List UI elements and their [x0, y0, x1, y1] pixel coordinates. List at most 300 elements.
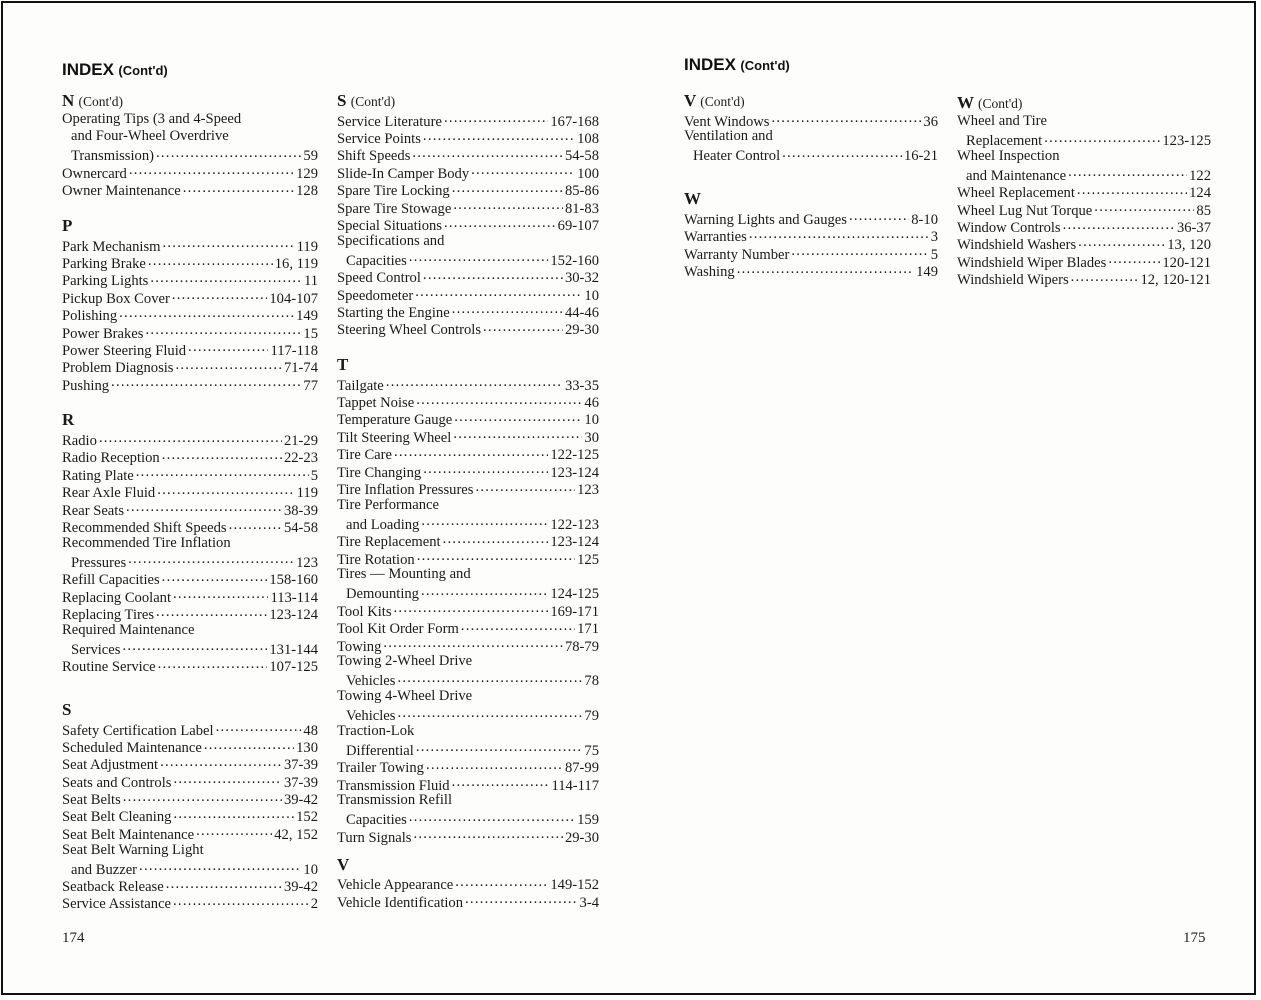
entry-row	[62, 859, 318, 876]
dot-leader	[423, 128, 575, 143]
entry-row	[62, 737, 318, 754]
section-header-w: W	[684, 189, 701, 209]
index-entry	[684, 111, 938, 128]
entry-row	[957, 200, 1211, 217]
dot-leader	[99, 430, 282, 445]
entry-page-ref: 16, 119	[274, 255, 318, 272]
entry-row	[337, 392, 599, 412]
index-entry	[337, 892, 599, 909]
index-entry	[337, 462, 599, 479]
dot-leader	[416, 740, 583, 755]
entry-page-ref: 71-74	[283, 360, 318, 377]
entry-label: Seats and Controls	[62, 774, 172, 791]
entry-row	[62, 253, 318, 270]
index-entry	[62, 500, 318, 517]
entry-label: Special Situations	[337, 217, 442, 234]
entry-page-ref: 33-35	[564, 377, 599, 394]
entry-label-line: Operating Tips (3 and 4-Speed	[62, 111, 242, 127]
entry-label: Replacing Coolant	[62, 589, 172, 606]
dot-leader	[126, 500, 282, 515]
index-list-p	[62, 236, 318, 393]
entry-label: Tailgate	[337, 377, 384, 394]
index-entry	[337, 445, 599, 462]
entry-label-line: Wheel and Tire	[957, 113, 1047, 129]
section-header-r: R	[62, 410, 75, 430]
index-entry	[62, 894, 318, 911]
index-entry	[684, 209, 938, 226]
dot-leader	[162, 448, 282, 463]
entry-row	[62, 824, 318, 841]
index-list-r	[62, 430, 318, 676]
entry-page-ref: 3	[930, 229, 938, 246]
entry-row	[62, 876, 318, 896]
dot-leader	[122, 639, 267, 654]
entry-page-ref: 117-118	[270, 342, 318, 359]
index-entry	[62, 876, 318, 896]
entry-label: Warning Lights and Gauges	[684, 211, 847, 228]
dot-leader	[749, 227, 929, 242]
dot-leader	[475, 479, 575, 494]
entry-label: Tool Kits	[337, 603, 392, 620]
entry-page-ref: 152-160	[550, 252, 599, 269]
index-entry	[62, 236, 318, 253]
dot-leader	[128, 552, 294, 567]
entry-row	[62, 587, 318, 604]
entry-row	[337, 706, 599, 723]
entry-page-ref: 16-21	[903, 148, 938, 165]
dot-leader	[417, 549, 575, 564]
entry-row	[684, 146, 938, 163]
dot-leader	[461, 619, 575, 634]
entry-page-ref: 38-39	[283, 502, 318, 519]
index-entry	[62, 163, 318, 180]
index-entry	[337, 198, 599, 215]
entry-label: Service Points	[337, 130, 421, 147]
entry-row	[62, 552, 318, 569]
dot-leader	[423, 462, 548, 477]
entry-label: Differential	[346, 742, 414, 759]
entry-page-ref: 10	[303, 861, 318, 878]
dot-leader	[409, 250, 549, 265]
entry-page-ref: 29-30	[564, 829, 599, 846]
dot-leader	[119, 306, 294, 321]
index-entry	[957, 200, 1211, 217]
dot-leader	[444, 111, 548, 126]
entry-label: Seat Belts	[62, 792, 121, 809]
index-list-s-cont	[337, 111, 599, 337]
entry-page-ref: 37-39	[283, 774, 318, 791]
index-list-s	[62, 720, 318, 911]
entry-label-line: Seat Belt Warning Light	[62, 841, 204, 858]
entry-page-ref: 124	[1189, 185, 1211, 202]
dot-leader	[471, 163, 575, 178]
entry-page-ref: 30-32	[564, 270, 599, 287]
entry-label: Radio Reception	[62, 450, 160, 467]
entry-label: Tilt Steering Wheel	[337, 429, 452, 446]
dot-leader	[123, 790, 282, 805]
entry-row	[62, 340, 318, 357]
entry-label: Temperature Gauge	[337, 412, 453, 429]
dot-leader	[196, 824, 272, 839]
entry-label: Seatback Release	[62, 879, 164, 896]
entry-label: Service Literature	[337, 113, 442, 130]
entry-row	[957, 165, 1211, 182]
entry-page-ref: 128	[296, 183, 318, 200]
index-title-main: INDEX	[62, 60, 114, 79]
entry-page-ref: 123	[296, 554, 318, 571]
entry-page-ref: 59	[303, 148, 318, 165]
dot-leader	[737, 261, 914, 276]
entry-row	[337, 268, 599, 285]
index-entry	[337, 549, 599, 566]
entry-label: Capacities	[346, 252, 407, 269]
dot-leader	[148, 253, 273, 268]
index-entry	[62, 824, 318, 841]
entry-page-ref: 30	[584, 429, 599, 446]
entry-label: Routine Service	[62, 659, 156, 676]
entry-label: Seat Adjustment	[62, 757, 159, 774]
index-entry	[337, 285, 599, 302]
entry-label: Radio	[62, 433, 97, 450]
index-entry	[684, 261, 938, 278]
entry-row	[62, 790, 318, 807]
dot-leader	[444, 215, 556, 230]
entry-label-line: Tires — Mounting and	[337, 566, 471, 583]
entry-page-ref: 152	[296, 809, 318, 826]
dot-leader	[129, 163, 294, 178]
entry-row	[337, 601, 599, 618]
entry-row	[684, 111, 938, 128]
entry-page-ref: 46	[584, 395, 599, 412]
index-entry	[62, 657, 318, 674]
entry-row	[62, 894, 318, 911]
index-entry	[337, 268, 599, 285]
entry-label: Slide-In Camper Body	[337, 165, 470, 182]
entry-label: Starting the Engine	[337, 304, 450, 321]
dot-leader	[421, 584, 548, 599]
entry-page-ref: 78	[584, 673, 599, 690]
entry-page-ref: 122	[1189, 167, 1211, 184]
entry-row	[62, 306, 318, 323]
index-entry	[62, 807, 318, 824]
entry-row	[337, 163, 599, 180]
dot-leader	[452, 775, 550, 790]
entry-label: Heater Control	[693, 148, 781, 165]
index-entry	[62, 181, 318, 198]
entry-label: Replacing Tires	[62, 606, 155, 623]
entry-label-line: Tire Performance	[337, 496, 439, 513]
dot-leader	[412, 146, 563, 161]
entry-label: Power Brakes	[62, 325, 144, 342]
dot-leader	[1094, 200, 1194, 215]
dot-leader	[156, 604, 267, 619]
entry-page-ref: 36-37	[1176, 219, 1211, 236]
entry-row	[337, 427, 599, 444]
index-entry	[62, 587, 318, 604]
dot-leader	[849, 209, 909, 224]
entry-label-line: Wheel Inspection	[957, 147, 1060, 164]
entry-page-ref: 123-124	[550, 534, 599, 551]
section-header-n: N (Cont'd)	[62, 91, 123, 110]
entry-page-ref: 122-123	[550, 516, 599, 533]
entry-page-ref: 44-46	[564, 304, 599, 321]
index-entry	[62, 517, 318, 537]
entry-page-ref: 48	[303, 722, 318, 739]
dot-leader	[136, 465, 309, 480]
dot-leader	[426, 758, 563, 773]
section-header-s: S	[62, 699, 72, 719]
entry-page-ref: 13, 120	[1167, 237, 1211, 254]
dot-leader	[443, 532, 549, 547]
entry-row	[337, 375, 599, 392]
entry-page-ref: 5	[310, 467, 318, 484]
entry-row	[62, 288, 318, 305]
entry-row	[957, 183, 1211, 200]
entry-page-ref: 10	[584, 287, 599, 304]
entry-row	[62, 181, 318, 198]
entry-page-ref: 123-125	[1162, 132, 1211, 149]
entry-page-ref: 125	[577, 551, 599, 568]
entry-label: Tire Inflation Pressures	[337, 482, 474, 499]
index-entry	[337, 566, 599, 601]
index-entry	[337, 636, 599, 653]
entry-label: Pickup Box Cover	[62, 290, 170, 307]
entry-page-ref: 85	[1196, 202, 1211, 219]
entry-label-line: Towing 2-Wheel Drive	[337, 653, 473, 670]
index-entry	[337, 163, 599, 180]
index-title-main: INDEX	[684, 55, 736, 74]
index-list-w	[684, 209, 938, 279]
section-header-t: T	[337, 355, 349, 375]
entry-row	[62, 236, 318, 253]
entry-page-ref: 123-124	[550, 464, 599, 481]
entry-row	[337, 532, 599, 549]
entry-label: Windshield Washers	[957, 237, 1077, 254]
index-entry	[337, 601, 599, 618]
entry-row	[62, 483, 318, 500]
dot-leader	[1044, 130, 1160, 145]
entry-label: Power Steering Fluid	[62, 342, 187, 359]
entry-page-ref: 79	[584, 708, 599, 725]
entry-label: Service Assistance	[62, 896, 172, 913]
index-entry	[337, 532, 599, 549]
entry-page-ref: 149-152	[550, 877, 599, 894]
entry-label: Vehicle Identification	[337, 894, 464, 911]
index-entry	[337, 302, 599, 319]
index-entry	[62, 720, 318, 737]
entry-label: Rear Seats	[62, 502, 125, 519]
entry-label: Window Controls	[957, 219, 1061, 236]
index-entry	[684, 244, 938, 261]
index-entry	[62, 111, 318, 163]
entry-page-ref: 54-58	[283, 520, 318, 537]
entry-label: Transmission Fluid	[337, 777, 450, 794]
index-entry	[337, 497, 599, 532]
entry-row	[62, 657, 318, 674]
entry-label: Spare Tire Stowage	[337, 200, 452, 217]
index-entry	[684, 227, 938, 244]
dot-leader	[1063, 217, 1175, 232]
entry-page-ref: 120-121	[1162, 254, 1211, 271]
dot-leader	[204, 737, 294, 752]
dot-leader	[175, 358, 281, 373]
entry-page-ref: 107-125	[269, 659, 318, 676]
entry-label-line: Recommended Tire Inflation	[62, 534, 231, 551]
dot-leader	[1071, 270, 1139, 285]
entry-label: Vehicles	[346, 673, 396, 690]
entry-row	[337, 619, 599, 636]
dot-leader	[394, 601, 549, 616]
page-number-right: 175	[1183, 930, 1206, 946]
entry-page-ref: 37-39	[283, 757, 318, 774]
entry-row	[62, 517, 318, 537]
entry-page-ref: 158-160	[269, 572, 318, 589]
entry-page-ref: 22-23	[283, 450, 318, 467]
entry-page-ref: 85-86	[564, 183, 599, 200]
entry-label: Refill Capacities	[62, 572, 160, 589]
index-list-w-cont	[957, 113, 1211, 287]
entry-row	[337, 740, 599, 757]
entry-row	[337, 128, 599, 145]
index-entry	[337, 875, 599, 892]
index-column-3	[684, 92, 938, 279]
entry-row	[337, 445, 599, 462]
entry-label: Rating Plate	[62, 467, 134, 484]
entry-row	[957, 252, 1211, 269]
index-list-n	[62, 111, 318, 198]
dot-leader	[1108, 252, 1160, 267]
dot-leader	[145, 323, 301, 338]
dot-leader	[483, 320, 563, 335]
entry-row	[337, 827, 599, 844]
entry-label: Transmission)	[71, 148, 154, 165]
entry-label: Demounting	[346, 586, 419, 603]
index-entry	[62, 448, 318, 465]
entry-row	[337, 320, 599, 337]
entry-page-ref: 122-125	[550, 447, 599, 464]
entry-row	[337, 285, 599, 302]
entry-page-ref: 54-58	[564, 148, 599, 165]
index-entry	[337, 375, 599, 392]
dot-leader	[394, 445, 548, 460]
entry-page-ref: 39-42	[283, 879, 318, 896]
dot-leader	[452, 181, 563, 196]
entry-label: Capacities	[346, 812, 407, 829]
entry-label: Wheel Lug Nut Torque	[957, 202, 1093, 219]
section-header-p: P	[62, 215, 73, 235]
dot-leader	[397, 706, 582, 721]
entry-row	[62, 755, 318, 772]
entry-row	[337, 250, 599, 267]
entry-label: Scheduled Maintenance	[62, 739, 202, 756]
entry-label: Tool Kit Order Form	[337, 621, 459, 638]
index-entry	[337, 392, 599, 412]
entry-row	[62, 807, 318, 824]
entry-label: Steering Wheel Controls	[337, 322, 482, 339]
entry-page-ref: 100	[577, 165, 599, 182]
section-header-v-cont: V (Cont'd)	[684, 91, 745, 110]
entry-row	[337, 198, 599, 215]
entry-label: Trailer Towing	[337, 760, 424, 777]
index-list-v	[337, 875, 599, 910]
entry-row	[62, 720, 318, 737]
entry-label: Warranty Number	[684, 246, 790, 263]
entry-label-line: Towing 4-Wheel Drive	[337, 688, 473, 705]
entry-label: Park Mechanism	[62, 238, 161, 255]
entry-label: Washing	[684, 263, 735, 280]
entry-label: Ownercard	[62, 165, 127, 182]
entry-page-ref: 3-4	[579, 894, 599, 911]
entry-label: Vehicle Appearance	[337, 877, 454, 894]
entry-row	[62, 448, 318, 465]
entry-row	[337, 462, 599, 479]
entry-label: Vent Windows	[684, 113, 770, 130]
index-entry	[337, 479, 599, 499]
index-entry	[62, 737, 318, 754]
entry-label: Tire Rotation	[337, 551, 415, 568]
entry-page-ref: 159	[577, 812, 599, 829]
entry-page-ref: 149	[296, 308, 318, 325]
entry-label: Speedometer	[337, 287, 414, 304]
index-entry	[957, 217, 1211, 234]
index-entry	[957, 270, 1211, 287]
entry-label: Vehicles	[346, 708, 396, 725]
dot-leader	[409, 810, 575, 825]
index-entry	[62, 430, 318, 450]
entry-page-ref: 36	[923, 113, 938, 130]
dot-leader	[423, 268, 563, 283]
dot-leader	[229, 517, 282, 532]
entry-label-line: Transmission Refill	[337, 792, 453, 809]
entry-page-ref: 114-117	[551, 777, 599, 794]
entry-row	[62, 358, 318, 375]
index-entry	[62, 306, 318, 323]
dot-leader	[156, 146, 301, 161]
entry-row	[337, 146, 599, 163]
dot-leader	[383, 636, 563, 651]
entry-page-ref: 78-79	[564, 638, 599, 655]
dot-leader	[454, 410, 582, 425]
dot-leader	[386, 375, 563, 390]
dot-leader	[782, 146, 902, 161]
index-entry	[337, 688, 599, 723]
entry-label-line: Specifications and	[337, 232, 445, 249]
entry-page-ref: 12, 120-121	[1140, 272, 1211, 289]
entry-label: Warranties	[684, 229, 747, 246]
entry-label: Towing	[337, 638, 382, 655]
index-entry	[957, 183, 1211, 200]
index-entry	[337, 215, 599, 232]
dot-leader	[172, 288, 268, 303]
entry-page-ref: 87-99	[564, 760, 599, 777]
entry-label: Parking Lights	[62, 273, 149, 290]
index-entry	[337, 427, 599, 444]
entry-label: Problem Diagnosis	[62, 360, 174, 377]
entry-row	[62, 323, 318, 340]
entry-label: and Maintenance	[966, 167, 1067, 184]
dot-leader	[455, 875, 548, 890]
entry-row	[337, 302, 599, 319]
entry-label: Pushing	[62, 377, 110, 394]
entry-label: Turn Signals	[337, 829, 412, 846]
entry-page-ref: 119	[296, 485, 318, 502]
index-entry	[337, 181, 599, 198]
dot-leader	[452, 302, 563, 317]
index-entry	[62, 622, 318, 657]
entry-label: and Buzzer	[71, 861, 138, 878]
entry-page-ref: 108	[577, 130, 599, 147]
index-entry	[62, 465, 318, 482]
